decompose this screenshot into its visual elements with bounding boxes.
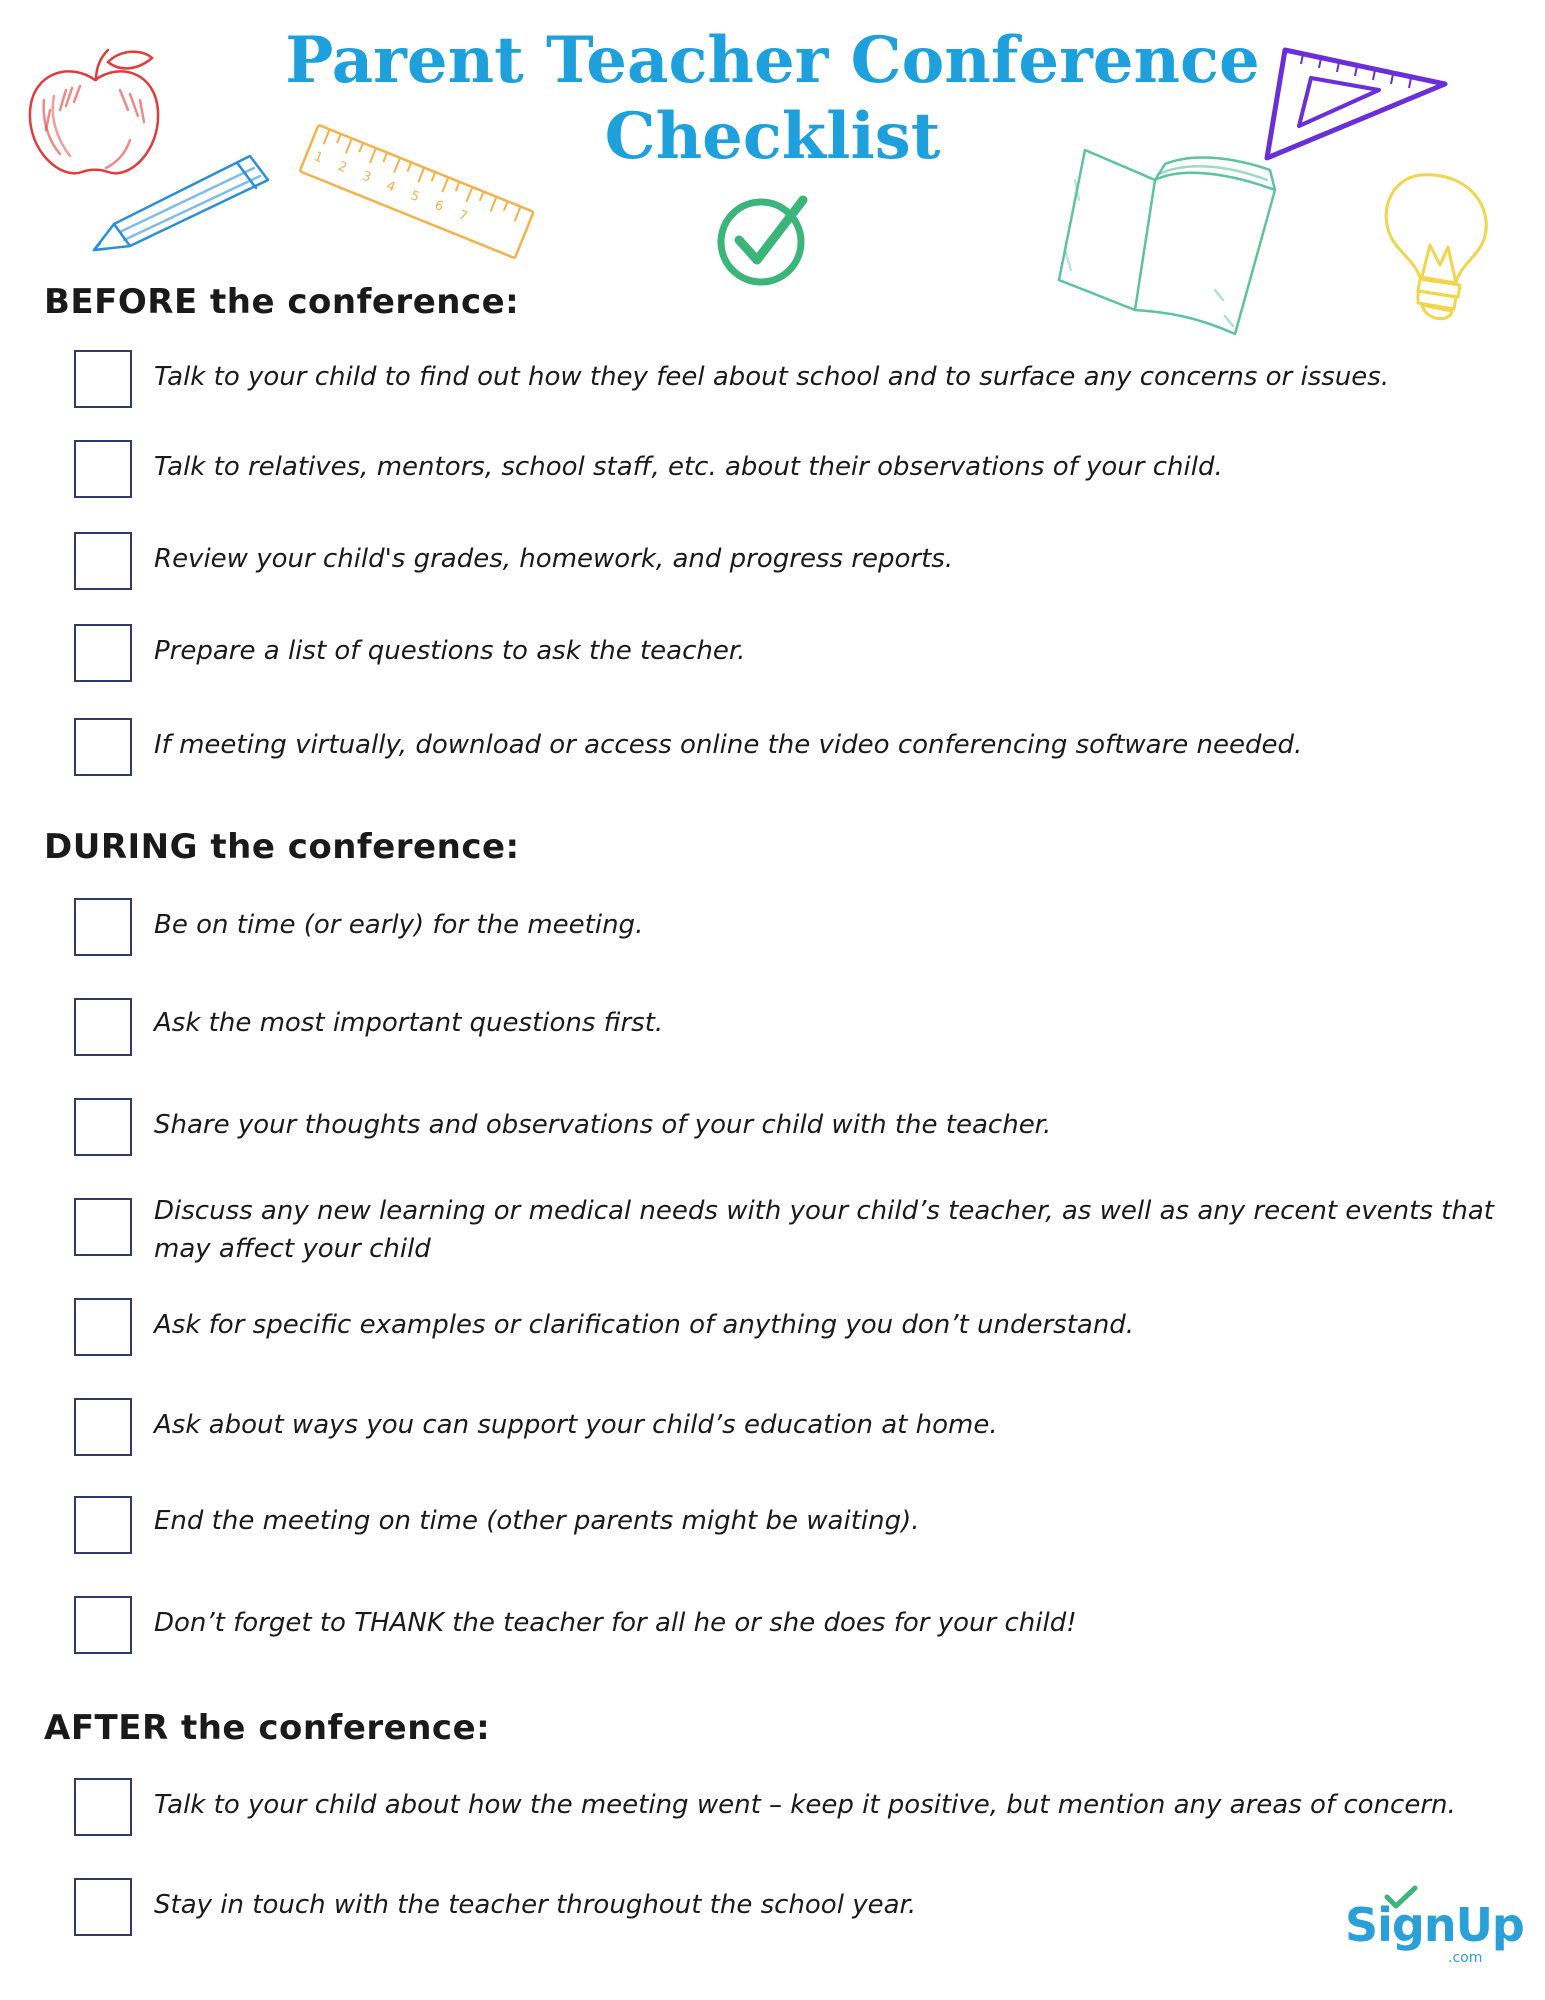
checklist-item-text: Ask about ways you can support your child’s education at home. [154,1410,998,1440]
ruler-number: 6 [432,197,446,215]
checkbox[interactable] [74,718,132,776]
checklist-item-text: Discuss any new learning or medical needs with your child’s teacher, as well as any recent events that may affect your child [154,1196,1494,1264]
lightbulb-icon [1370,165,1510,335]
checkbox[interactable] [74,1398,132,1456]
signup-logo[interactable]: SignUp [1345,1898,1524,1952]
ruler-number: 1 [311,149,325,167]
checklist-item-text: End the meeting on time (other parents might be waiting). [154,1506,920,1536]
checklist-item-text: Talk to your child to find out how they feel about school and to surface any concerns or issues. [154,362,1390,392]
signup-logo-domain: .com [1448,1950,1483,1966]
ruler-number: 4 [383,178,398,196]
checkbox[interactable] [74,1298,132,1356]
checklist-item-text: Talk to relatives, mentors, school staff, etc. about their observations of your child. [154,452,1223,482]
section-heading-before: BEFORE the conference: [44,282,520,322]
checklist-item-text: Prepare a list of questions to ask the teacher. [154,636,746,666]
checklist-item-text: Be on time (or early) for the meeting. [154,910,644,940]
checkbox[interactable] [74,624,132,682]
checklist-item-text: Review your child's grades, homework, and progress reports. [154,544,954,574]
page-title: Parent Teacher Conference [285,23,1260,98]
checklist-item-text: Share your thoughts and observations of your child with the teacher. [154,1110,1052,1140]
checklist-item-text: Don’t forget to THANK the teacher for all he or she does for your child! [154,1608,1077,1638]
checkbox[interactable] [74,532,132,590]
checkbox[interactable] [74,350,132,408]
ruler-number: 7 [456,207,470,225]
checklist-item-text: If meeting virtually, download or access online the video conferencing software needed. [154,730,1303,760]
checkbox[interactable] [74,1198,132,1256]
book-icon [1055,140,1285,340]
checkbox[interactable] [74,898,132,956]
checkbox[interactable] [74,1098,132,1156]
triangle-ruler-icon [1255,40,1450,170]
checkbox[interactable] [74,1596,132,1654]
checkbox[interactable] [74,1878,132,1936]
checkbox[interactable] [74,1496,132,1554]
ruler-number: 3 [359,168,374,186]
section-heading-after: AFTER the conference: [44,1708,491,1748]
checklist-item-text: Stay in touch with the teacher throughout the school year. [154,1890,917,1920]
section-heading-during: DURING the conference: [44,827,520,867]
checkbox[interactable] [74,440,132,498]
pencil-icon [90,150,275,260]
check-circle-icon [715,190,815,290]
checkbox[interactable] [74,998,132,1056]
checklist-item-text: Talk to your child about how the meeting went – keep it positive, but mention any areas of concern. [154,1790,1456,1820]
ruler-icon [290,118,540,268]
ruler-number: 2 [335,158,350,176]
checkbox[interactable] [74,1778,132,1836]
checklist-item-text: Ask the most important questions first. [154,1008,664,1038]
ruler-number: 5 [408,188,422,206]
checklist-item-text: Ask for specific examples or clarification of anything you don’t understand. [154,1310,1135,1340]
page-subtitle: Checklist [604,99,941,174]
